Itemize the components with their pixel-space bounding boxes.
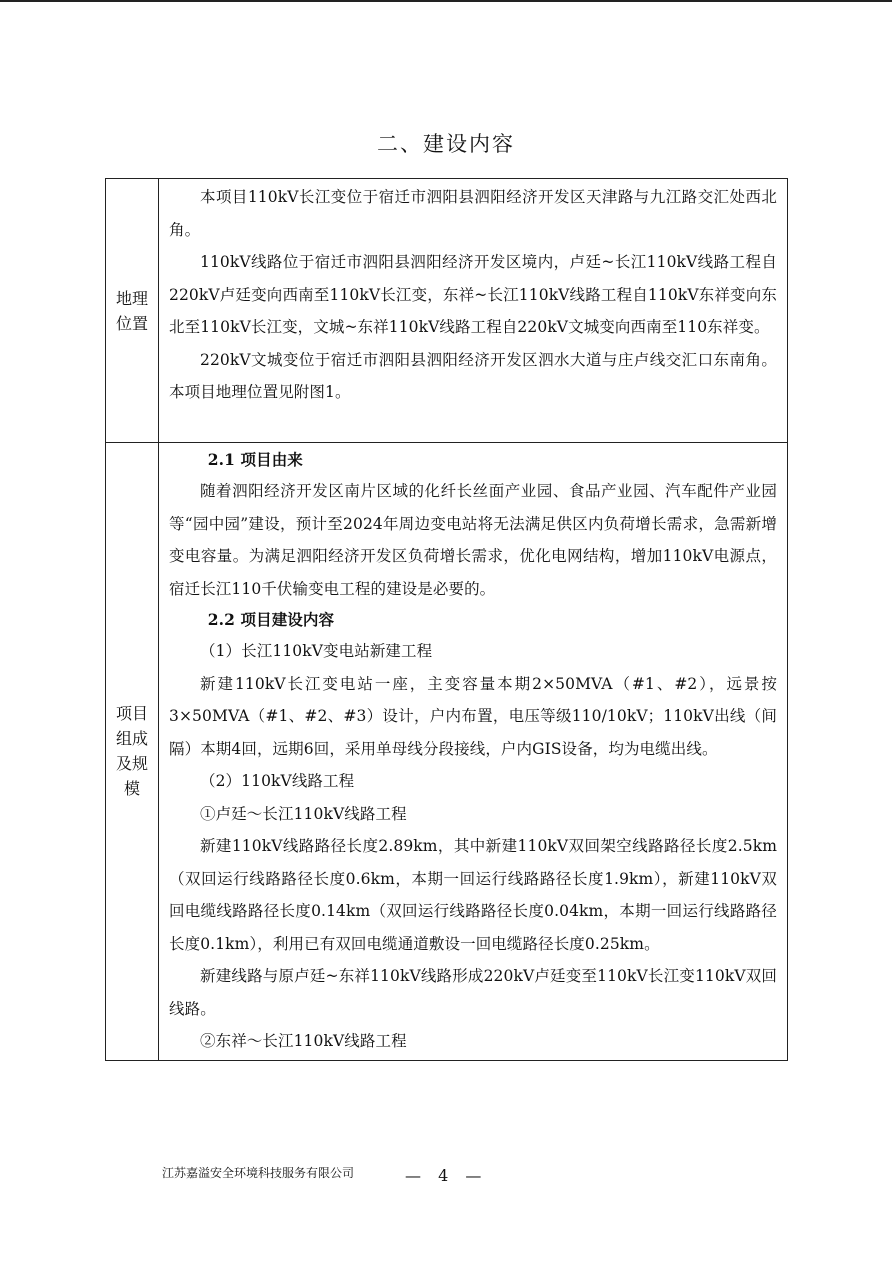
heading-origin: 2.1 项目由来 <box>207 450 303 469</box>
label-line: 组成 <box>115 729 148 749</box>
row-label-composition <box>106 443 159 1061</box>
paragraph: 新建线路与原卢廷~东祥110kV线路形成220kV卢廷变至110kV长江变110kV双回线路。 <box>169 967 777 1018</box>
location-content <box>159 179 788 443</box>
subheading: ②东祥～长江110kV线路工程 <box>200 1032 407 1050</box>
page-number: — 4 — <box>405 1166 488 1185</box>
paragraph: 新建110kV线路路径长度2.89km，其中新建110kV双回架空线路路径长度2.5km（双回运行线路路径长度0.6km，本期一回运行线路路径长度1.9km），新建110kV双回电缆线路路径长度0.14km（双回运行线路路径长度0.04km，本期一回运行线路路径长度0.1km），利用已有双回电缆通道敷设一回电缆路径长度0.25km。 <box>169 837 777 953</box>
content-table <box>105 178 788 1061</box>
paragraph: 随着泗阳经济开发区南片区域的化纤长丝面产业园、食品产业园、汽车配件产业园等“园中园”建设，预计至2024年周边变电站将无法满足供区内负荷增长需求，急需新增变电容量。为满足泗阳经济开发区负荷增长需求，优化电网结构，增加110kV电源点，宿迁长江110千伏输变电工程的建设是必要的。 <box>169 482 777 598</box>
paragraph: 新建110kV长江变电站一座，主变容量本期2×50MVA（#1、#2），远景按3×50MVA（#1、#2、#3）设计，户内布置，电压等级110/10kV；110kV出线（间隔）本期4回，远期6回，采用单母线分段接线，户内GIS设备，均为电缆出线。 <box>169 674 777 758</box>
label-line: 地理 <box>115 288 148 308</box>
paragraph: 220kV文城变位于宿迁市泗阳县泗阳经济开发区泗水大道与庄卢线交汇口东南角。本项目地理位置见附图1。 <box>169 350 777 401</box>
table-row-composition <box>106 443 788 1061</box>
row-label-location <box>106 179 159 443</box>
label-line: 及规 <box>115 754 148 774</box>
label-line: 位置 <box>115 313 148 333</box>
composition-content <box>159 443 788 1061</box>
subheading: （1）长江110kV变电站新建工程 <box>200 642 433 660</box>
label-line: 模 <box>123 779 140 799</box>
label-line: 项目 <box>115 704 148 724</box>
section-title: 二、建设内容 <box>377 132 515 156</box>
subheading: （2）110kV线路工程 <box>200 772 355 790</box>
page-top-border <box>0 0 892 2</box>
subheading: ①卢廷～长江110kV线路工程 <box>200 804 407 823</box>
paragraph: 110kV线路位于宿迁市泗阳县泗阳经济开发区境内，卢廷~长江110kV线路工程自220kV卢廷变向西南至110kV长江变，东祥~长江110kV线路工程自110kV东祥变向东北至110kV长江变，文城~东祥110kV线路工程自220kV文城变向西南至110东祥变。 <box>169 253 777 336</box>
table-row-location <box>106 179 788 443</box>
paragraph: 本项目110kV长江变位于宿迁市泗阳县泗阳经济开发区天津路与九江路交汇处西北角。 <box>169 188 777 239</box>
footer-company: 江苏嘉溢安全环境科技服务有限公司 <box>162 1166 355 1180</box>
heading-construction: 2.2 项目建设内容 <box>207 610 335 629</box>
